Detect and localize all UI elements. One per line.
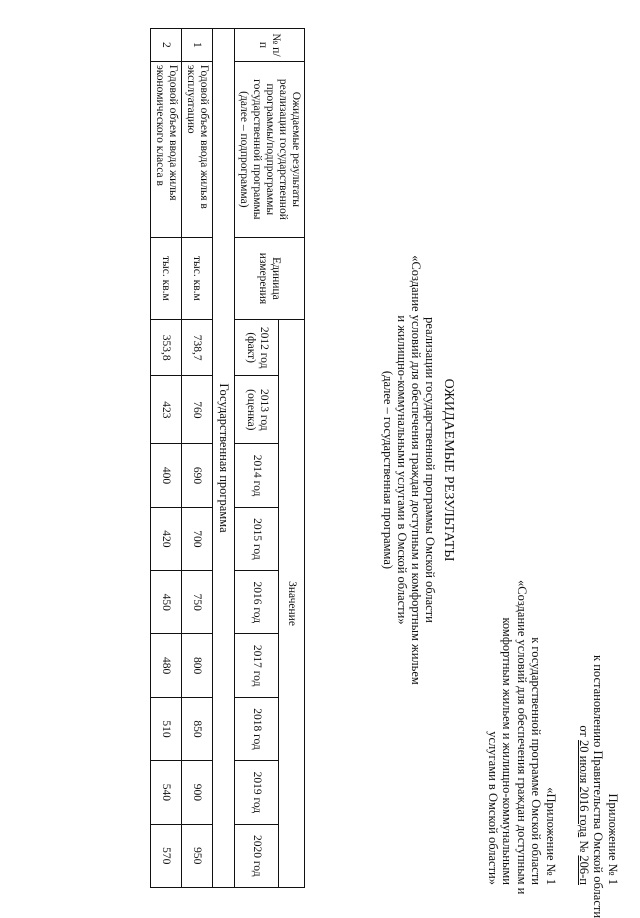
table-row (151, 29, 182, 888)
row-value: 510 (151, 697, 182, 760)
header-num: № п/п (235, 29, 305, 62)
row-name: Годовой объем ввода жилья в эксплуатацию (182, 61, 213, 237)
row-value: 423 (151, 376, 182, 444)
annex-line-1: «Приложение № 1 (544, 787, 558, 885)
table-row (182, 29, 213, 888)
row-value: 760 (182, 376, 213, 444)
row-value: 480 (151, 634, 182, 697)
year-header: 2018 год (235, 697, 279, 760)
row-value: 570 (151, 824, 182, 887)
title-line-1: реализации государственной программы Омской области (423, 317, 437, 623)
order-number: 206-п (577, 855, 591, 885)
year-header: 2015 год (235, 507, 279, 570)
row-value: 738,7 (182, 320, 213, 376)
annex-line-2: к государственной программе Омской области (529, 637, 544, 885)
header-unit: Единица измерения (235, 237, 305, 319)
row-num: 1 (182, 29, 213, 62)
row-unit: тыс. кв.м (182, 237, 213, 319)
row-unit: тыс. кв.м (151, 237, 182, 319)
row-value: 353,8 (151, 320, 182, 376)
row-value: 700 (182, 507, 213, 570)
row-value: 850 (182, 697, 213, 760)
order-from-label: от (577, 725, 591, 737)
row-value: 750 (182, 571, 213, 634)
year-header: 2013 год (оценка) (235, 376, 279, 444)
annex-line-3: «Создание условий для обеспечения граждан доступным и (515, 580, 529, 895)
row-value: 400 (151, 444, 182, 507)
row-value: 450 (151, 571, 182, 634)
row-value: 800 (182, 634, 213, 697)
order-line-2: к постановлению Правительства Омской области (591, 655, 606, 918)
row-value: 690 (182, 444, 213, 507)
title-line-3: и жилищно-коммунальными услугами в Омской области» (395, 315, 409, 625)
order-number-label: № (577, 840, 591, 853)
title-line-2: «Создание условий для обеспечения граждан доступным и комфортным жильем (409, 255, 423, 685)
section-row (213, 29, 235, 888)
section-title: Государственная программа (213, 29, 235, 888)
row-value: 540 (151, 761, 182, 824)
year-header: 2012 год (факт) (235, 320, 279, 376)
title-main: ОЖИДАЕМЫЕ РЕЗУЛЬТАТЫ (441, 378, 456, 562)
annex-reference (486, 580, 559, 895)
annex-line-5: услугами в Омской области» (486, 731, 500, 885)
annex-line-4: комфортным жильем и жилищно-коммунальными (500, 617, 515, 885)
year-header: 2017 год (235, 634, 279, 697)
year-header: 2016 год (235, 571, 279, 634)
row-name: Годовой объем ввода жилья экономического класса в (151, 61, 182, 237)
row-value: 950 (182, 824, 213, 887)
order-date-line (577, 655, 592, 885)
results-table (150, 28, 305, 888)
header-value: Значение (279, 320, 305, 888)
order-date: 20 июля 2016 года (577, 740, 591, 838)
year-header: 2019 год (235, 761, 279, 824)
order-reference (577, 655, 621, 918)
row-num: 2 (151, 29, 182, 62)
row-value: 900 (182, 761, 213, 824)
title-line-4: (далее – государственная программа) (381, 370, 395, 570)
document-title (381, 240, 455, 700)
order-line-1: Приложение № 1 (606, 793, 620, 885)
header-results: Ожидаемые результаты реализации государственной программы/подпрограммы государственной программы (далее – подпрограмма) (235, 61, 305, 237)
row-value: 420 (151, 507, 182, 570)
header-row-1 (279, 29, 305, 888)
year-header: 2014 год (235, 444, 279, 507)
year-header: 2020 год (235, 824, 279, 887)
